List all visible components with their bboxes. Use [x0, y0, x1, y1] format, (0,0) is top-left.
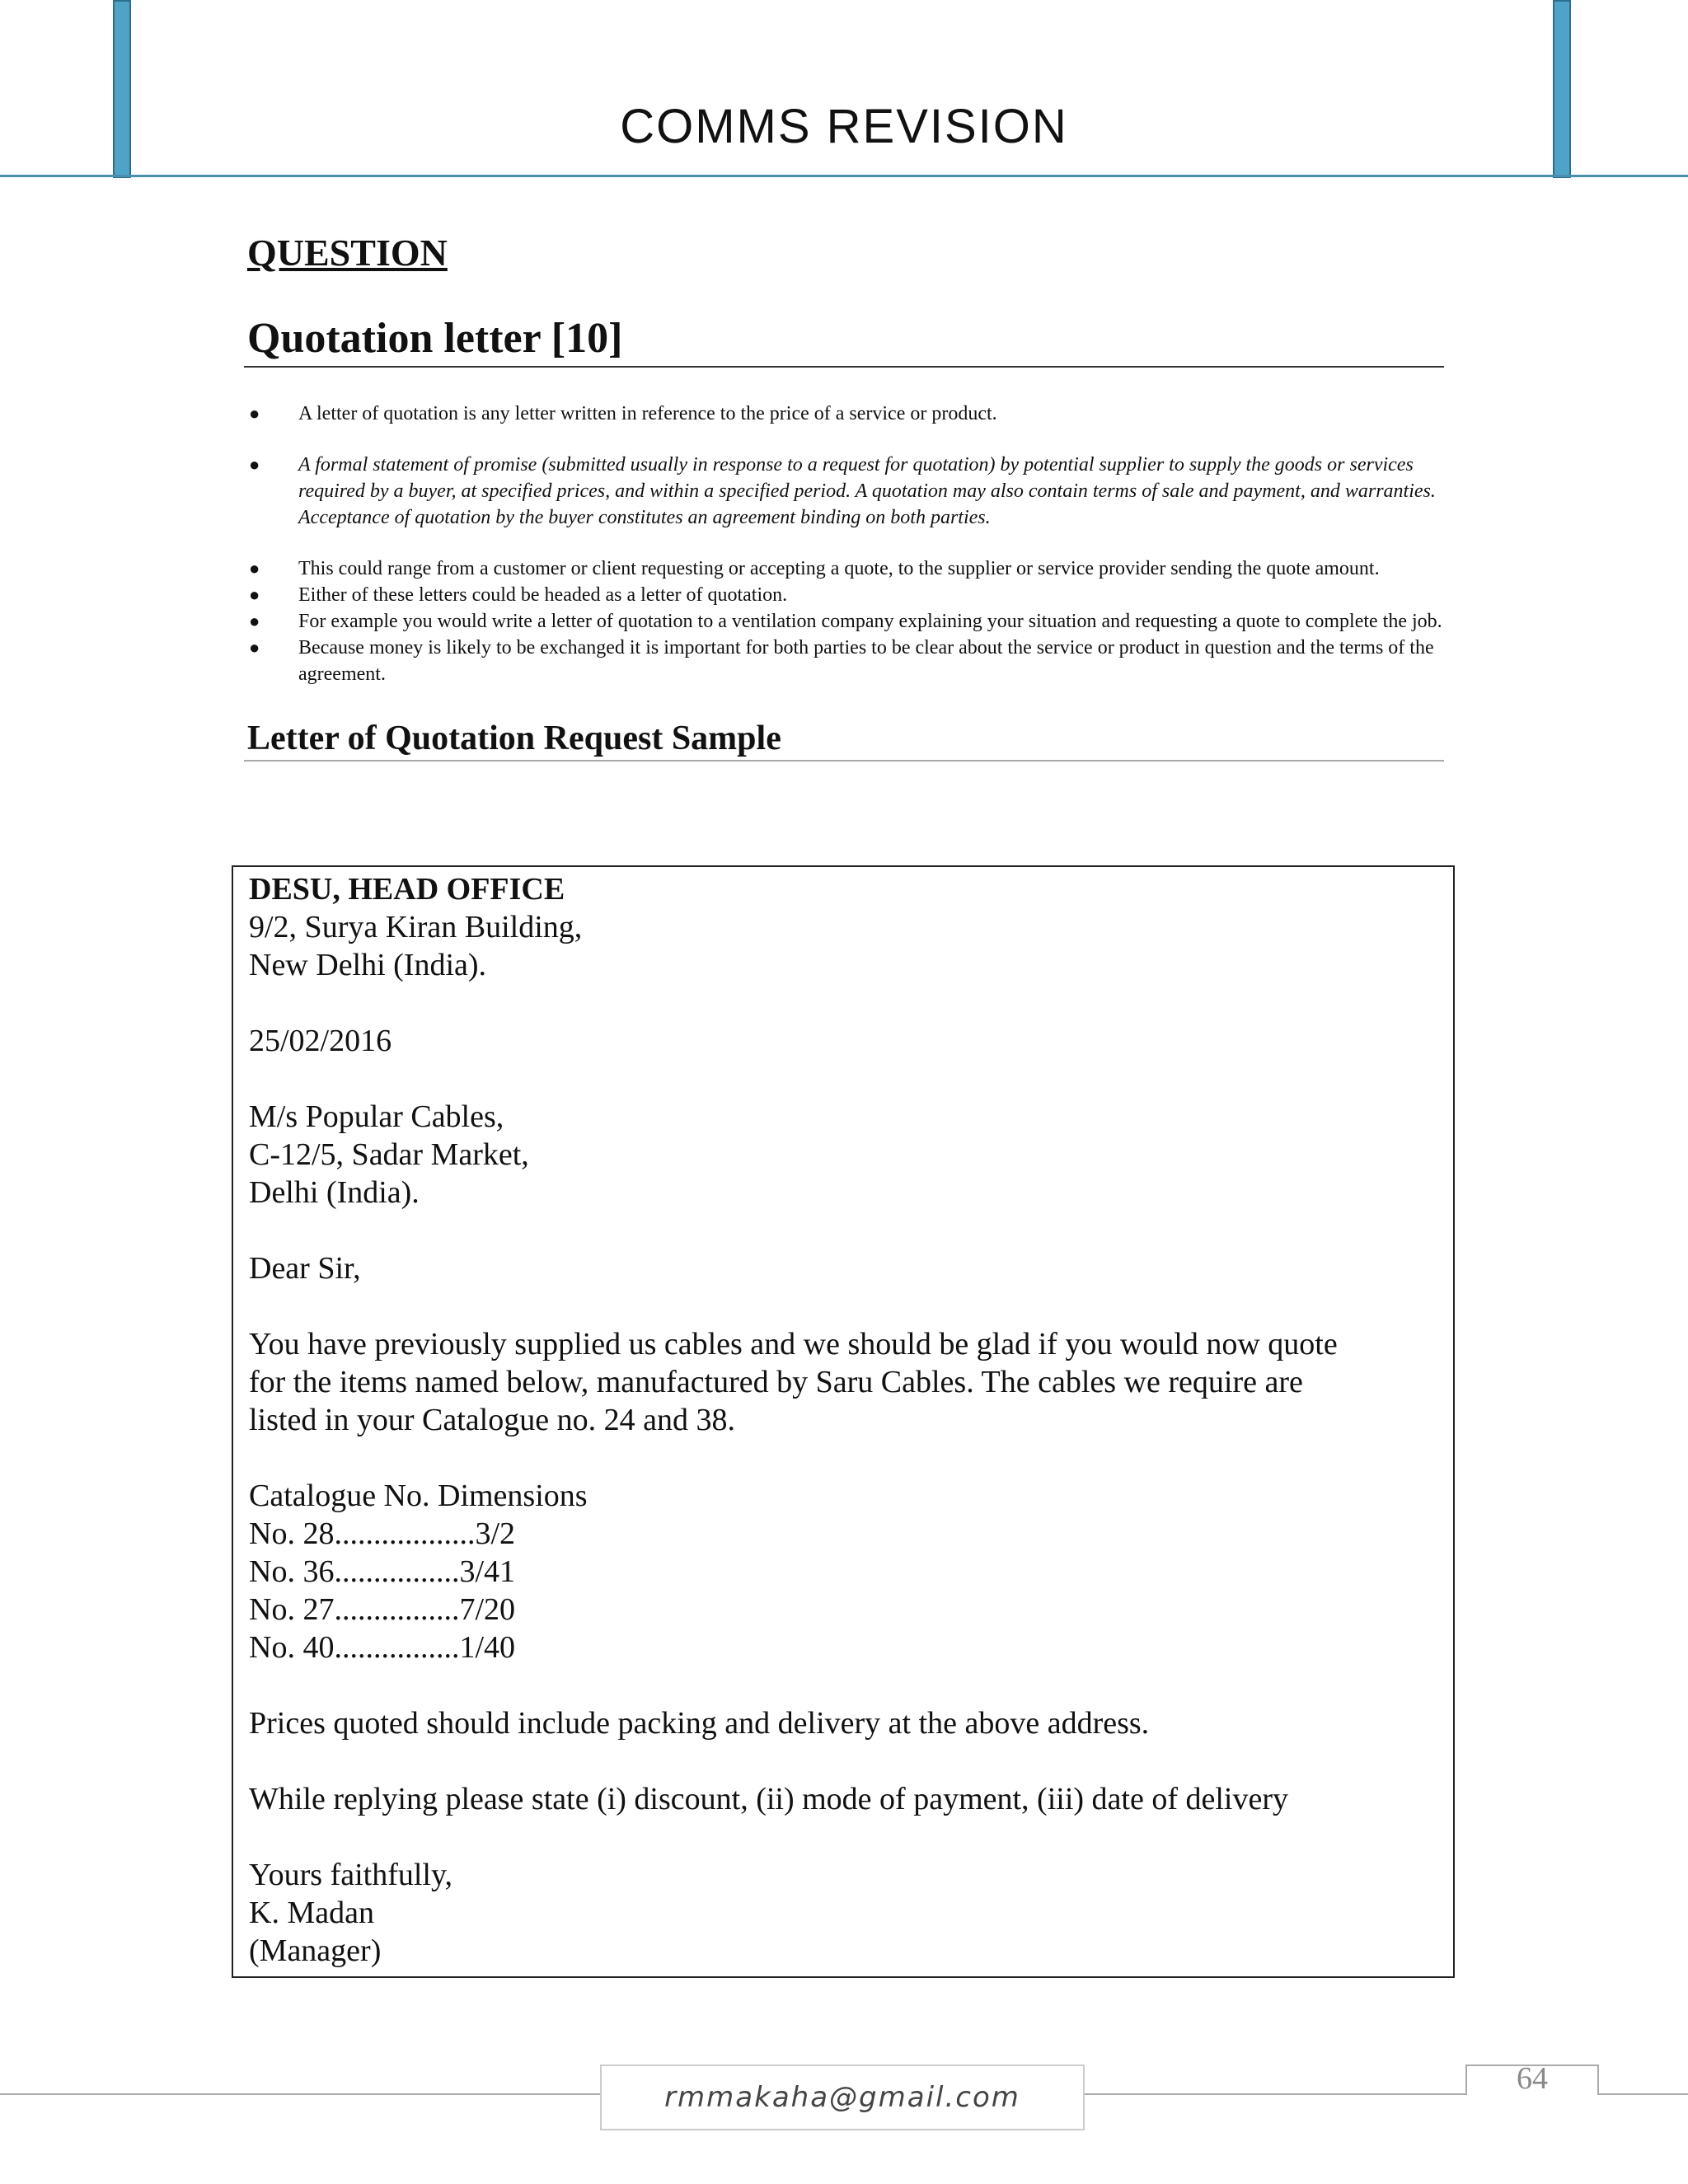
reply-note: While replying please state (i) discount, (ii) mode of payment, (iii) date of delivery [249, 1782, 1288, 1816]
catalogue-item: No. 36................3/41 [249, 1554, 515, 1589]
page-number: 64 [1517, 2061, 1548, 2096]
spacer [249, 1287, 1453, 1325]
main-content [247, 231, 1444, 762]
spacer [249, 984, 1453, 1022]
footer-rule-middle [1085, 2093, 1465, 2095]
closing: Yours faithfully, [249, 1858, 453, 1892]
signatory-name: K. Madan [249, 1896, 374, 1930]
sender-name: DESU, HEAD OFFICE [249, 872, 565, 907]
catalogue-item: No. 27................7/20 [249, 1592, 515, 1627]
list-item: ● Because money is likely to be exchanged it is important for both parties to be clear about the service or product in question and the terms of the agreement. [247, 635, 1444, 687]
footer-rule-right [1599, 2093, 1688, 2095]
bullet-icon: ● [249, 584, 260, 605]
recipient-line: M/s Popular Cables, [249, 1099, 504, 1134]
page-heading: Quotation letter [10] [244, 314, 1444, 368]
letter-sample-box [232, 865, 1455, 1978]
list-item: ● This could range from a customer or client requesting or accepting a quote, to the supplier or service provider sending the quote amount. [247, 555, 1444, 582]
sender-address-line: New Delhi (India). [249, 948, 487, 982]
body-line: for the items named below, manufactured by Saru Cables. The cables we require are [249, 1365, 1303, 1399]
spacer [249, 1060, 1453, 1098]
signatory-title: (Manager) [249, 1933, 382, 1968]
list-item: ● Either of these letters could be headed as a letter of quotation. [247, 582, 1444, 608]
bullet-icon: ● [249, 637, 260, 658]
header-title: COMMS REVISION [620, 100, 1068, 153]
letter-date: 25/02/2016 [249, 1024, 392, 1058]
catalogue-item: No. 28..................3/2 [249, 1516, 515, 1551]
spacer [249, 1439, 1453, 1477]
list-item: ● For example you would write a letter of quotation to a ventilation company explaining your situation and requesting a quote to complete the job. [247, 608, 1444, 635]
sender-address-line: 9/2, Surya Kiran Building, [249, 910, 583, 944]
prices-note: Prices quoted should include packing and delivery at the above address. [249, 1706, 1150, 1741]
spacer [249, 1212, 1453, 1249]
spacer [249, 1666, 1453, 1704]
spacer [249, 1818, 1453, 1856]
recipient-line: C-12/5, Sadar Market, [249, 1137, 529, 1172]
footer-email: rmmakaha@gmail.com [600, 2064, 1085, 2130]
list-item: ● A letter of quotation is any letter written in reference to the price of a service or product. [247, 401, 1444, 427]
catalogue-header: Catalogue No. Dimensions [249, 1479, 588, 1513]
sample-heading: Letter of Quotation Request Sample [244, 719, 1444, 762]
salutation: Dear Sir, [249, 1251, 361, 1286]
header-rule [0, 175, 1688, 177]
bullet-icon: ● [249, 454, 260, 475]
section-label: QUESTION [247, 232, 448, 274]
bullet-icon: ● [249, 403, 260, 424]
body-line: listed in your Catalogue no. 24 and 38. [249, 1403, 735, 1437]
spacer [249, 1742, 1453, 1780]
footer-rule-left [0, 2093, 600, 2095]
bullet-icon: ● [249, 558, 260, 579]
list-item: ● A formal statement of promise (submitted usually in response to a request for quotation) by potential supplier to supply the goods or services required by a buyer, at specified prices, and within a specified period. A quotation may also contain terms of sale and payment, and warranties. Acceptance of quotation by the buyer constitutes an agreement binding on both parties. [247, 452, 1444, 531]
body-line: You have previously supplied us cables and we should be glad if you would now quote [249, 1327, 1338, 1361]
bullet-icon: ● [249, 611, 260, 631]
catalogue-item: No. 40................1/40 [249, 1630, 515, 1665]
bullet-list [247, 401, 1444, 687]
recipient-line: Delhi (India). [249, 1175, 420, 1210]
